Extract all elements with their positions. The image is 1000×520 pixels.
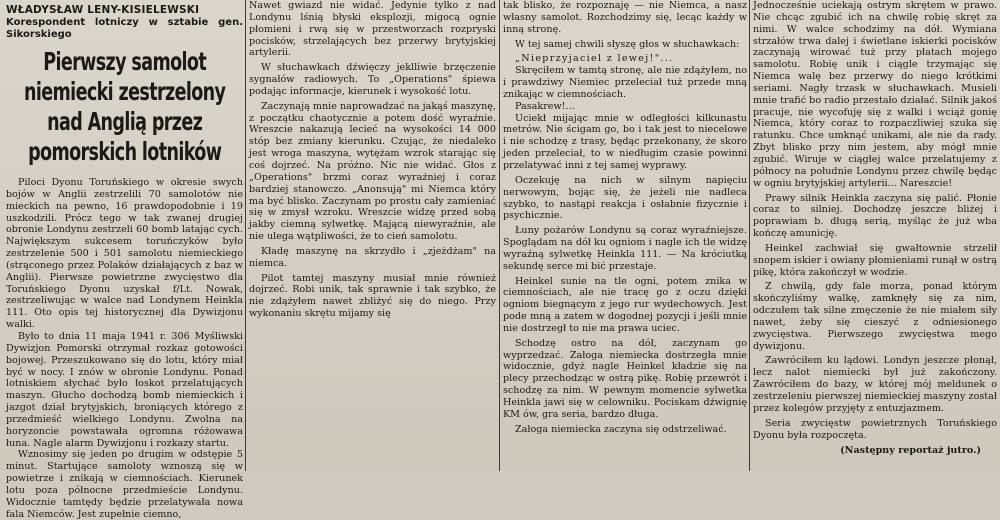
- paragraph: Zaczynają mnie naprowadzać na jakąś maszynę, z początku chaotycznie a potem dość wyraźnie. Wreszcie nakazują lecieć na wysokości 14 000 stóp bez zmiany kierunku. Czując, że niedaleko jest wroga maszyna, wytężam wzrok starając się coś dojrzeć. Na próżno. Nic nie widać. Głos z „Operations" brzmi coraz wyraźniej i coraz bardziej stanowczo. „Anonsują" mi Niemca który ma być blisko. Zaczynam po prostu cały zamieniać się w zmysł wzroku. Wreszcie widzę przed sobą jakby ciemną sylwetkę. Mającą niewyraźnie, ale nie ulega wątpliwości, że to cień samolotu.: [249, 100, 496, 243]
- column-3: [503, 0, 747, 471]
- column-2: [249, 0, 496, 471]
- author-role: Korespondent lotniczy w sztabie gen. Sikorskiego: [6, 17, 243, 40]
- paragraph: Oczekuję na nich w silnym napięciu nerwowym, bojąc się, że jeżeli nie nadleca szybko, to nastąpi reakcja i osłabnie fizycznie i psychicznie.: [503, 174, 747, 222]
- column-divider: [245, 0, 246, 471]
- author-byline: WŁADYSŁAW LENY-KISIELEWSKI: [6, 4, 200, 16]
- paragraph: Prawy silnik Heinkla zaczyna się palić. Płonie coraz to silniej. Dochodzę jeszcze bliżej i poprawiam b. długą serią, myśląc że już wba kończę amunicję.: [753, 192, 997, 240]
- paragraph: W tej samej chwili słyszę głos w słuchawkach:: [515, 38, 740, 50]
- paragraph: Jednocześnie uciekają ostrym skrętem w prawo. Nie chcąc zgubić ich na chwilę robię skręt za nimi. W walce schodzimy na dół. Wymiana strzałów trwa dalej i świetlane iskierki pocisków zaczynają wirować tuż przy płatach mojego samolotu. Robię unik i ciągle trzymając się Niemca walę bez przerwy do niego krótkimi seriami. Nagły trzask w słuchawkach. Musieli mnie trafić bo radio przestało działać. Silnik jakoś pracuje, nie wycofuję się z walki i wciąż gonię Niemca, który coraz to rozpaczliwiej szuka się ratunku. Chce umknąć unikami, ale nie da rady. Zbyt blisko przy nim jestem, aby mógł mnie zgubić. Wiruje w ciągłej walce przelatujemy z północy na południe Londynu przez chwilę będąc w ogniu brytyjskiej artylerii... Nareszcie!: [753, 0, 997, 189]
- paragraph: Schodzę ostro na dół, zaczynam go wyprzedzać. Załoga niemiecka dostrzegła mnie widocznie, gdyż nagle Heinkel kładzie się na plecy przechodząc w ostrą pikę. Robię przewrót i schodzę za nim. W pewnym momencie sylwetka Heinkla jawi się w celowniku. Pociskam dźwignię KM ów, gra seria, bardzo długa.: [503, 337, 747, 420]
- paragraph: Heinkel zachwiał się gwałtownie strzelił snopem iskier i owiany płomieniami runął w ostrą pikę, która zakończył w wodzie.: [753, 242, 997, 278]
- paragraph: W słuchawkach dźwięczy jeklliwie brzęczenie sygnałów radiowych. To „Operations" śpiewa podając informacje, kierunek i wysokość lotu.: [249, 62, 496, 97]
- paragraph: Nawet gwiazd nie widać. Jedynie tylko z nad Londynu lśnią błyski eksplozji, migocą ognie płomieni i rwą się w przestworzach rozpryski pocisków, strzelających bez przerwy brytyjskiej artylerii.: [249, 0, 496, 59]
- column-1: [6, 0, 243, 520]
- paragraph: Pasakrew!...: [515, 100, 575, 112]
- signoff: (Następny reportaż jutro.): [840, 445, 981, 457]
- paragraph: Heinkel sunie na tle ogni, potem znika w ciemnościach, ale nie tracę go z oczu dzięki ogniom biegnącym z jego rur wydechowych. Jest pode mną a zatem w dogodnej pozycji i jeśli mnie nie dostrzegł to nie ma prawa uciec.: [503, 275, 747, 334]
- paragraph: Seria zwycięstw powietrznych Toruńskiego Dyonu była rozpoczęta.: [753, 417, 997, 441]
- paragraph: Skręciłem w tamtą stronę, ale nie zdążyłem, no i prawdziwy Niemiec przeleciał tuż przede mną znikając w ciemnościach.: [503, 65, 747, 100]
- paragraph: tak blisko, że rozpoznaję — nie Niemca, a nasz własny samolot. Rozchodzimy się, lecąc każdy w inną stronę.: [503, 0, 747, 35]
- paragraph: Pilot tamtej maszyny musiał mnie również dojrzeć. Robi unik, tak sprawnie i tak szybko, że nie zdążyłem nawet zbliżyć się do niego. Przy wykonaniu skrętu mijamy się: [249, 272, 496, 320]
- column-divider: [749, 0, 750, 471]
- paragraph: Uciekł mijając mnie w odległości kilkunastu metrów. Nie ścigam go, bo i tak jest to niecelowe i nie schodzę z trasy, będąc przekonany, że skoro jeden przeleciał, to w niedługim czasie powinni przelatywać inni z tej samej wyprawy.: [503, 112, 747, 171]
- paragraph: Wznosimy się jeden po drugim w odstępie 5 minut. Startujące samoloty wznoszą się w powietrze i znikają w ciemnościach. Kierunek lotu poza północne przedmieście Londynu. Widocznie tamtędy będzie przelatywała nowa fala Niemców. Jest zupełnie ciemno,: [6, 449, 243, 520]
- paragraph: Załoga niemiecka zaczyna się odstrzeliwać.: [515, 423, 727, 435]
- paragraph: Łuny pożarów Londynu są coraz wyraźniejsze. Spoglądam na dół ku ogniom i nagle ich tle widzę wyraźną sylwetkę Heinkla 111. — Na króciutką sekundę serce mi bić przestaje.: [503, 225, 747, 272]
- paragraph: Piloci Dyonu Toruńskiego w okresie swych bojów w Anglii zestrzelili 70 samolotów nie mieckich na pewno, 16 prawdopodobnie i 19 uszkodzili. Prócz tego w tak zwanej drugiej obronie Londynu zestrzeli 60 bomb latając cych. Największym sukcesem toruńczyków było zestrzelenie 500 i 501 samolotu niemieckiego (strąconego przez Polaków działających z baz w Anglii). Pierwsze powietrzne zwycięstwo dla Toruńskiego Dyonu uzyskał f/Lt. Nowak, zestrzeliwując w walce nad Londynem Heinkla 111. Oto opis tej historycznej dla Dywizjonu walki.: [6, 177, 243, 331]
- headline-line-1: Pierwszy samolot niemiecki zestrzelony: [23, 47, 226, 106]
- headline: [6, 47, 243, 167]
- paragraph: „Nieprzyjaciel z lewej!"...: [515, 53, 674, 65]
- paragraph: Było to dnia 11 maja 1941 r. 306 Myśliwski Dywizjon Pomorski otrzymał rozkaz gotowości bojowej. Przeszukowano się do lotu, który miał być w nocy. I znów w obronie Londynu. Ponad lotniskiem słychać było łoskot przelatujących maszyn. Głucho dochodzą bomb niemieckich i jazgot dział brytyjskich, broniących którego z przedmieść wielkiego Londynu. Zwolna na horyzoncie powstawała ogromna różowawa łuna. Nagle alarm Dywizjonu i rozkazy startu.: [6, 330, 243, 449]
- paragraph: Kładę maszynę na skrzydło i „zjeżdżam" na niemca.: [249, 245, 496, 269]
- column-divider: [499, 0, 500, 471]
- paragraph: Z chwilą, gdy fale morza, ponad którym skończyliśmy walkę, zamknęły się za nim, odczułem tak silne zmęczenie że nie miałem siły nawet, żeby się cieszyć z odniesionego zwycięstwa. Pierwszego zwycięstwa mego dywizjonu.: [753, 281, 997, 352]
- headline-line-2: nad Anglią przez pomorskich lotników: [27, 107, 222, 166]
- paragraph: Zawróciłem ku lądowi. Londyn jeszcze płonął, lecz nalot niemiecki był już zakończony. Zawróciłem do bazy, w której mój meldunek o zestrzeleniu pierwszej niemieckiej maszyny został przez kolegów przyjęty z entuzjazmem.: [753, 355, 997, 414]
- column-4: [753, 0, 997, 471]
